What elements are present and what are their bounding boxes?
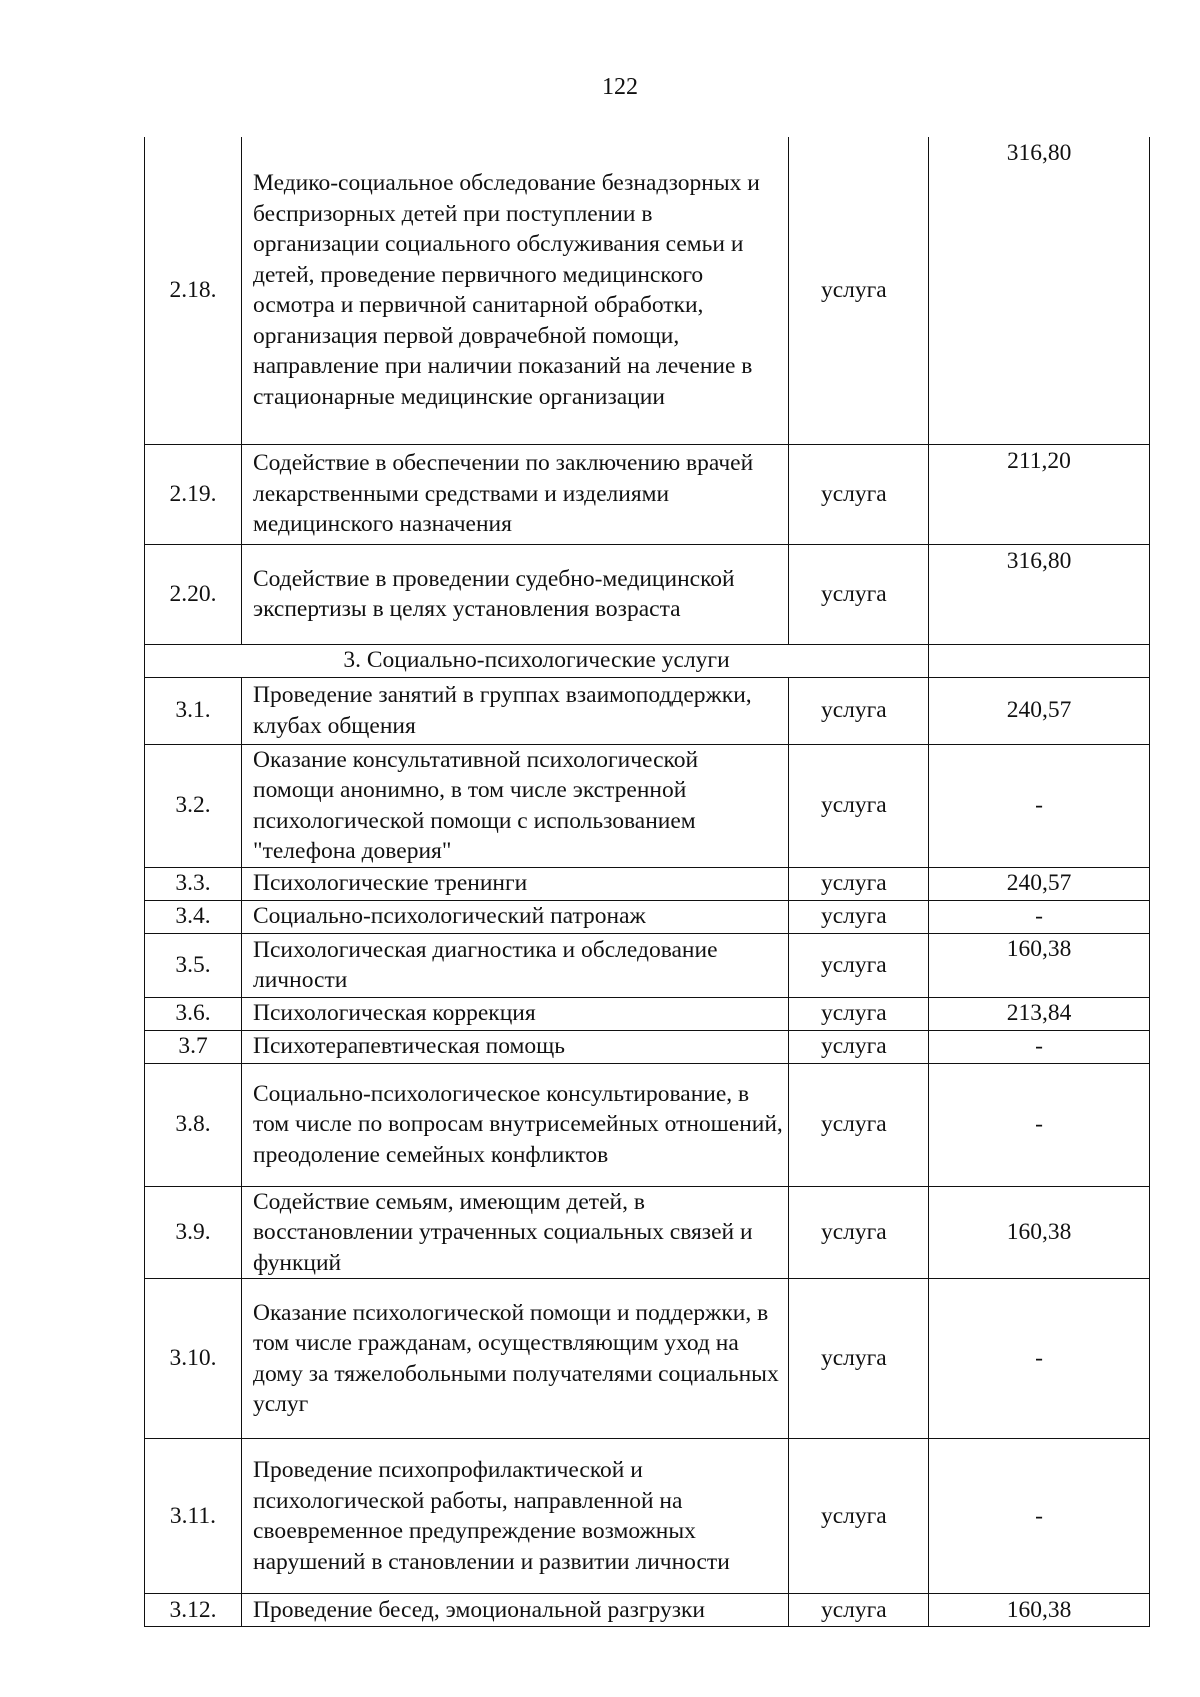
service-name: Социально-психологический патронаж (242, 900, 789, 933)
table-row (145, 1279, 1150, 1439)
table-row (145, 1439, 1150, 1594)
table-row (145, 900, 1150, 933)
table-row (145, 867, 1150, 900)
table-row (145, 137, 1150, 444)
row-number: 3.12. (145, 1594, 242, 1627)
price-cell: 240,57 (929, 677, 1150, 744)
service-name: Медико-социальное обследование безнадзорных и беспризорных детей при поступлении в организации социального обслуживания семьи и детей, проведение первичного медицинского осмотра и первичной санитарной обработки, организация первой доврачебной помощи, направление при наличии показаний на лечение в стационарные медицинские организации (242, 137, 789, 444)
unit-cell: услуга (789, 1030, 929, 1063)
unit-cell: услуга (789, 867, 929, 900)
service-name: Психологическая диагностика и обследование личности (242, 933, 789, 997)
service-name: Психологическая коррекция (242, 997, 789, 1030)
row-number: 2.19. (145, 444, 242, 544)
row-number: 2.18. (145, 137, 242, 444)
table-row (145, 997, 1150, 1030)
price-cell: - (929, 1063, 1150, 1186)
service-name: Проведение психопрофилактической и психологической работы, направленной на своевременное предупреждение возможных нарушений в становлении и развитии личности (242, 1439, 789, 1594)
table-row (145, 1063, 1150, 1186)
service-name: Психологические тренинги (242, 867, 789, 900)
row-number: 3.4. (145, 900, 242, 933)
service-name: Содействие семьям, имеющим детей, в восстановлении утраченных социальных связей и функций (242, 1186, 789, 1279)
row-number: 3.6. (145, 997, 242, 1030)
row-number: 3.9. (145, 1186, 242, 1279)
service-name: Оказание психологической помощи и поддержки, в том числе гражданам, осуществляющим уход на дому за тяжелобольными получателями социальных услуг (242, 1279, 789, 1439)
services-table (144, 137, 1150, 1627)
price-cell: 213,84 (929, 997, 1150, 1030)
unit-cell: услуга (789, 997, 929, 1030)
price-cell: - (929, 1030, 1150, 1063)
price-cell: - (929, 1439, 1150, 1594)
unit-cell: услуга (789, 1594, 929, 1627)
row-number: 3.11. (145, 1439, 242, 1594)
table-row (145, 933, 1150, 997)
section-title: 3. Социально-психологические услуги (145, 644, 929, 677)
table-row (145, 1030, 1150, 1063)
price-cell: 211,20 (929, 444, 1150, 544)
table-row (145, 744, 1150, 867)
price-cell: 160,38 (929, 1186, 1150, 1279)
unit-cell: услуга (789, 444, 929, 544)
service-name: Социально-психологическое консультирование, в том числе по вопросам внутрисемейных отношений, преодоление семейных конфликтов (242, 1063, 789, 1186)
unit-cell: услуга (789, 744, 929, 867)
price-cell: 316,80 (929, 544, 1150, 644)
unit-cell: услуга (789, 1186, 929, 1279)
row-number: 3.7 (145, 1030, 242, 1063)
unit-cell: услуга (789, 900, 929, 933)
price-cell: - (929, 1279, 1150, 1439)
unit-cell: услуга (789, 1063, 929, 1186)
unit-cell: услуга (789, 544, 929, 644)
price-cell: - (929, 744, 1150, 867)
service-name: Содействие в обеспечении по заключению врачей лекарственными средствами и изделиями медицинского назначения (242, 444, 789, 544)
row-number: 3.10. (145, 1279, 242, 1439)
table-row (145, 1186, 1150, 1279)
row-number: 3.1. (145, 677, 242, 744)
unit-cell: услуга (789, 137, 929, 444)
row-number: 3.2. (145, 744, 242, 867)
price-cell: - (929, 900, 1150, 933)
table-row (145, 677, 1150, 744)
price-cell: 316,80 (929, 137, 1150, 444)
unit-cell: услуга (789, 1439, 929, 1594)
service-name: Психотерапевтическая помощь (242, 1030, 789, 1063)
unit-cell: услуга (789, 933, 929, 997)
page-number: 122 (602, 74, 638, 100)
table-row (145, 444, 1150, 544)
empty-cell (929, 644, 1150, 677)
price-cell: 160,38 (929, 933, 1150, 997)
service-name: Проведение занятий в группах взаимоподдержки, клубах общения (242, 677, 789, 744)
table-row (145, 544, 1150, 644)
service-name: Содействие в проведении судебно-медицинской экспертизы в целях установления возраста (242, 544, 789, 644)
unit-cell: услуга (789, 677, 929, 744)
service-name: Оказание консультативной психологической помощи анонимно, в том числе экстренной психологической помощи с использованием "телефона доверия" (242, 744, 789, 867)
price-cell: 240,57 (929, 867, 1150, 900)
table-row (145, 1594, 1150, 1627)
service-name: Проведение бесед, эмоциональной разгрузки (242, 1594, 789, 1627)
row-number: 3.8. (145, 1063, 242, 1186)
section-header-row (145, 644, 1150, 677)
row-number: 3.5. (145, 933, 242, 997)
price-cell: 160,38 (929, 1594, 1150, 1627)
unit-cell: услуга (789, 1279, 929, 1439)
row-number: 3.3. (145, 867, 242, 900)
row-number: 2.20. (145, 544, 242, 644)
